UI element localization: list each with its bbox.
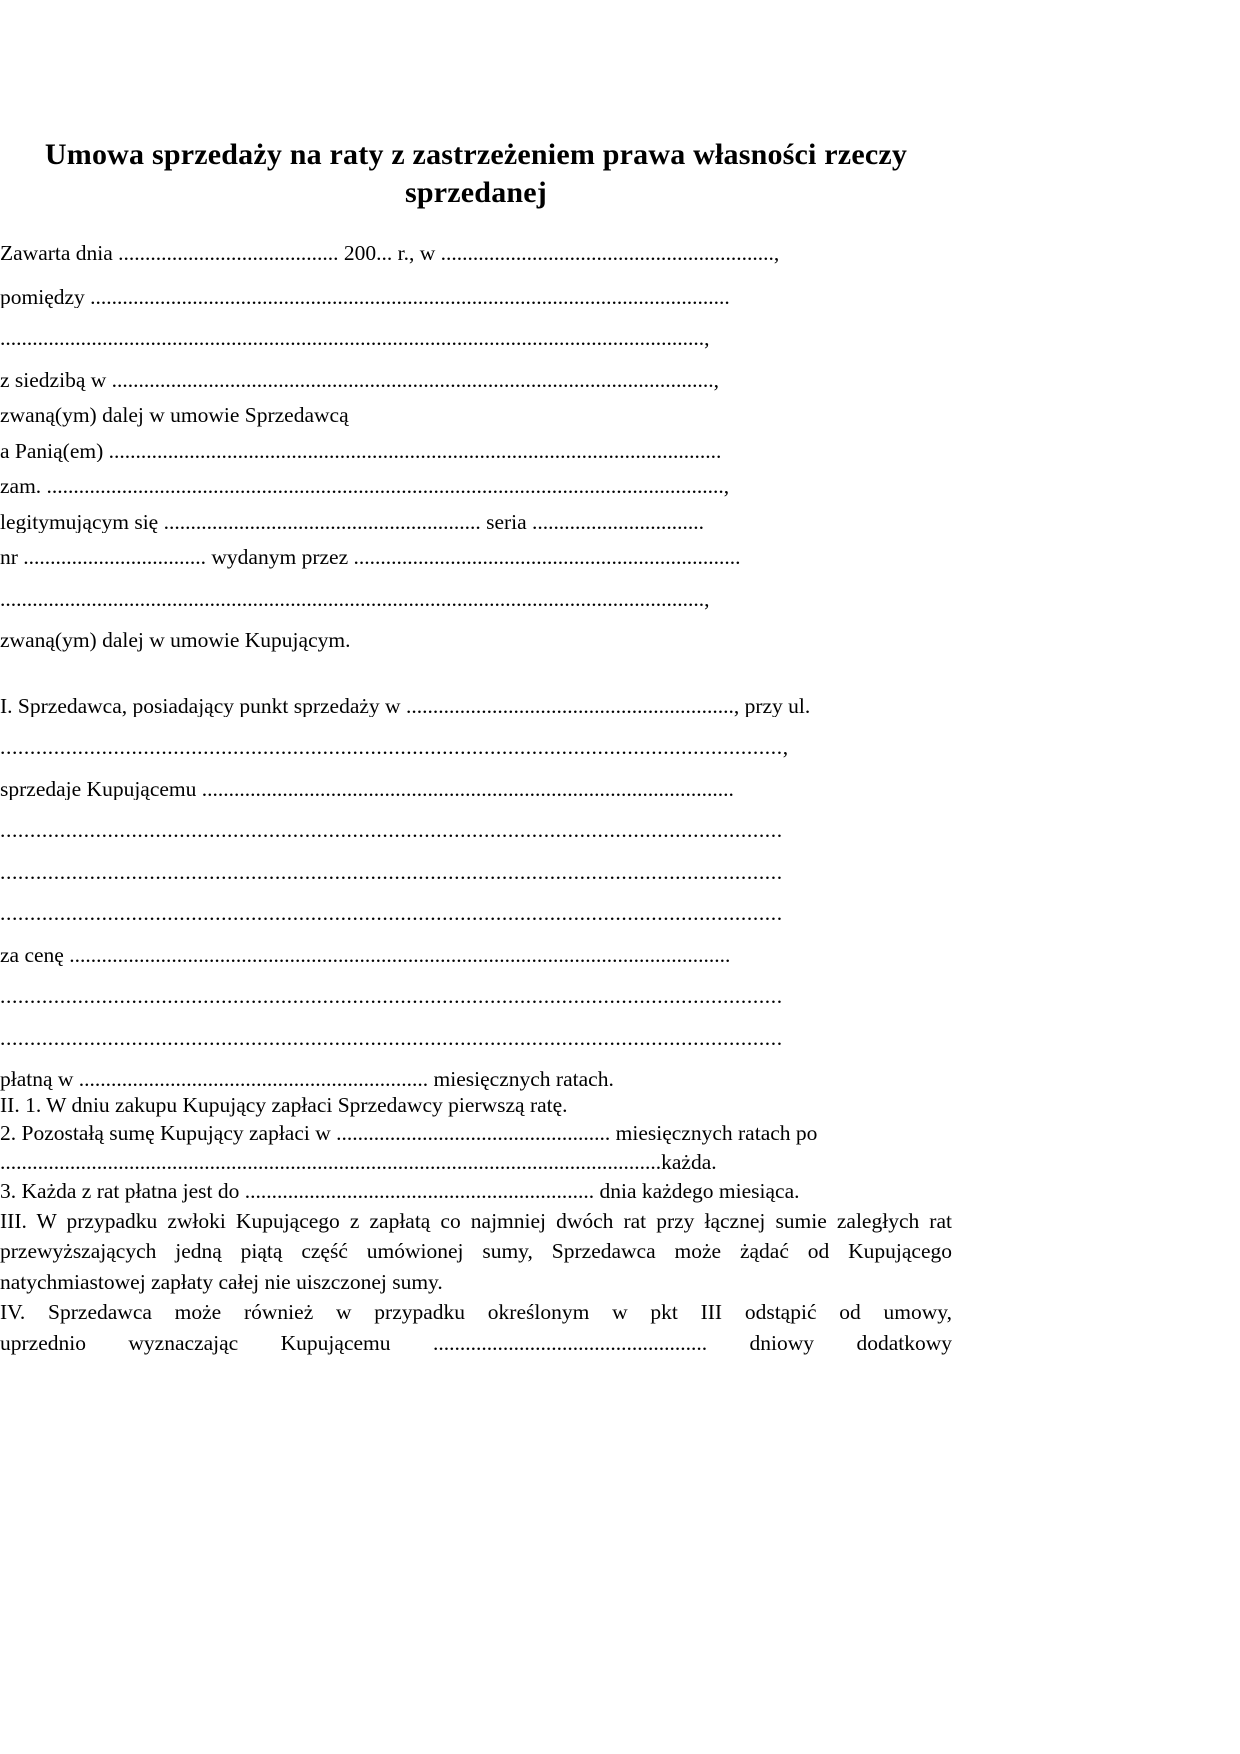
section-iv-line-1: IV. Sprzedawca może również w przypadku określonym w pkt III odstąpić od umowy, (0, 1300, 952, 1325)
field-line-registered-seat: z siedzibą w ................................................................................................................, (0, 369, 720, 391)
section-i-blank-5: ................................................................................................................................... (0, 986, 783, 1008)
section-ii-item-1: II. 1. W dniu zakupu Kupujący zapłaci Sprzedawcy pierwszą ratę. (0, 1092, 568, 1117)
field-line-buyer-name: a Panią(em) .................................................................................................................. (0, 440, 722, 462)
field-line-between: pomiędzy ....................................................................................................................... (0, 286, 730, 308)
section-i-blank-6: ................................................................................................................................... (0, 1027, 783, 1049)
section-i-blank-3: ................................................................................................................................... (0, 861, 783, 883)
section-ii-item-3: 3. Każda z rat płatna jest do ................................................................. dnia każdego miesiąca. (0, 1178, 800, 1203)
section-i-payable: płatną w ................................................................. miesięcznych ratach. (0, 1069, 614, 1091)
section-iv-line-2: uprzednio wyznaczając Kupującemu ................................................... dniowy dodatkowy (0, 1330, 952, 1355)
section-i-blank-4: ................................................................................................................................... (0, 903, 783, 925)
section-i-blank-1: ..................................................................................................................................., (0, 737, 789, 759)
field-line-between-continued: ..................................................................................................................................., (0, 328, 710, 350)
label-seller: zwaną(ym) dalej w umowie Sprzedawcą (0, 405, 349, 427)
page-title: Umowa sprzedaży na raty z zastrzeżeniem prawa własności rzeczy sprzedanej (44, 138, 908, 210)
label-buyer: zwaną(ym) dalej w umowie Kupującym. (0, 630, 351, 652)
section-i-sells: sprzedaje Kupującemu ................................................................................................... (0, 778, 734, 800)
field-line-id-series: legitymującym się ........................................................... seria ................................ (0, 511, 705, 533)
section-i-intro: I. Sprzedawca, posiadający punkt sprzedaży w ............................................................., przy ul. (0, 695, 811, 717)
section-i-blank-2: ................................................................................................................................... (0, 820, 783, 842)
field-line-buyer-address: zam. .............................................................................................................................., (0, 476, 730, 498)
section-ii-item-2-continued: ...........................................................................................................................każda. (0, 1150, 717, 1175)
section-ii-item-2: 2. Pozostałą sumę Kupujący zapłaci w ................................................... miesięcznych ratach po (0, 1121, 818, 1146)
field-line-id-number-issuer: nr .................................. wydanym przez ........................................................................ (0, 547, 741, 569)
section-i-price: za cenę ........................................................................................................................... (0, 944, 731, 966)
field-line-id-continued: ..................................................................................................................................., (0, 588, 710, 610)
document-body (0, 243, 952, 1358)
field-line-date: Zawarta dnia ......................................... 200... r., w .............................................................., (0, 243, 780, 265)
section-iii-paragraph: III. W przypadku zwłoki Kupującego z zapłatą co najmniej dwóch rat przy łącznej sumie zaległych rat przewyższających jedną piątą część umówionej sumy, Sprzedawca może żądać od Kupującego natychmiastowej zapłaty całej nie uiszczonej sumy. (0, 1208, 952, 1294)
